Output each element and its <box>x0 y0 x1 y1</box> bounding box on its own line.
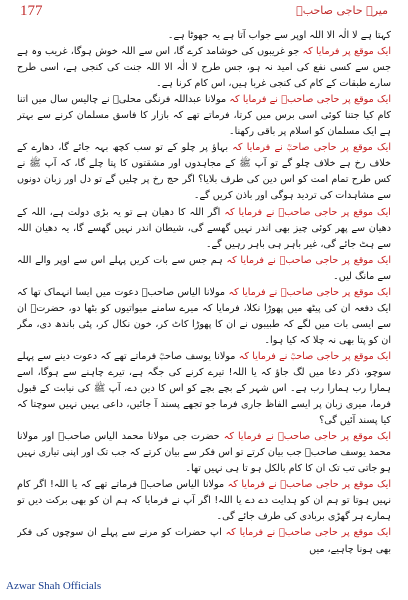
paragraph-lead: ایک موقع پر حاجی صاحبؒ نے فرمایا کہ <box>226 254 391 266</box>
paragraph-lead: ایک موقع پر فرمایا کہ <box>302 46 391 58</box>
page-header <box>0 0 408 24</box>
paragraph <box>17 92 391 140</box>
paragraph-text: مولانا یوسف صاحبؒ فرماتے تھے کہ دعوت دینے سے پہلے سوچو، ذکر دعا میں لگ جاؤ کہ یا اللہ! تیرے کرنے کی جگہ ہے، تیرے چاہنے سے ہوگا، اسے ہمارا رب ہمارا رب ہے۔ اس شہر کے بچے بچے کو اس کا دین دے، آپ ﷺ کی نیابت کے قبول فرما، میری زبان پر ایسے الفاظ جاری فرما جو تجھے پسند آ جائیں، داعی یہیں نہیں سوچتا کہ کیا پسند آئیں گی؟ <box>17 350 391 427</box>
paragraph <box>17 140 391 204</box>
paragraph-lead: ایک موقع پر حاجی صاحبؒ نے فرمایا کہ <box>228 286 391 298</box>
running-head: میرے حاجی صاحبؒ <box>296 4 388 17</box>
paragraph-text: مولانا الیاس صاحبؒ فرماتے تھے کہ یا اللہ! اگر کام نہیں ہوتا تو ہم ان کو ہدایت دے دے یا اللہ! اگر آپ نے فرمایا کہ ہم ان کو بھی برکت دیں تو ہمارے ہر گھڑی بربادی کی طرف جائے گی۔ <box>17 479 391 523</box>
paragraph-lead: ایک موقع پر حاجی صاحبؒ نے فرمایا کہ <box>229 94 391 106</box>
page-number: 177 <box>20 3 43 19</box>
paragraph-text: جو غریبوں کی خوشامد کرے گا، اس سے اللہ خوش ہوگا، غریب وہ ہے جس سے کسی نفع کی امید نہ ہو، جس طرح لا الٰہ الا اللہ جنت کی کنجی ہے، اسی طرح سارے طبقات کے کام کی کنجی غربا ہیں، اس کام کرنا ہے۔ <box>17 46 391 90</box>
paragraph <box>17 44 391 92</box>
paragraph-text: اگر اللہ کا دھیان ہے تو یہ بڑی دولت ہے، اللہ کے دھیان سے پھر کوئی چیز بھی اندر نہیں گھسے گی، شیطان اندر نہیں گھسے گا، یہ دھیان اللہ سے ہٹ جائے گی، غیر باہر ہی باہر رہیں گے۔ <box>17 206 391 250</box>
paragraph-lead: ایک موقع پر حاجی صاحبؒ نے فرمایا کہ <box>223 431 391 443</box>
paragraph-text: بہاؤ پر چلو کے تو سب کچھ بہہ جائے گا، دھارے کے خلاف رخ ہے خلاف چلو گے تو آپ ﷺ کے مجاہدوں اور مشقتوں کا پتا چلے گا، کہ آپ ﷺ نے کس طرح تمام امت کو اس دین کی طرف بلایا؟ اگر حج رخ پر چلیں گے تو دل اور زبان دونوں سے مشاہدات کی تردید ہوگی اور باذن کریں گے۔ <box>17 142 391 202</box>
paragraph-lead: ایک موقع پر حاجی صاحبؒ نے فرمایا کہ <box>225 527 391 539</box>
paragraph-lead: ایک موقع پر حاجی صاحبؒ نے فرمایا کہ <box>227 479 391 491</box>
paragraph-text: ہم جس سے بات کریں پہلے اس سے اوپر والے اللہ سے مانگ لیں۔ <box>17 254 391 282</box>
paragraph-text: اپ حضرات کو مرنے سے پہلے ان سوچوں کی فکر بھی ہونا چاہیے، میں <box>17 527 391 555</box>
paragraph <box>17 429 391 477</box>
paragraph-text: کہتا ہے لا الٰہ الا اللہ اوپر سے جواب آتا ہے یہ جھوٹا ہے۔ <box>167 30 391 41</box>
paragraph <box>17 253 391 285</box>
paragraph-text: حضرت جی مولانا محمد الیاس صاحبؒ اور مولانا محمد یوسف صاحبؒ جب بیان کرتے تو اس فکر سے بیان کرتے کہ جب تک اور اپنی تیاری نہیں ہو جاتی تب تک ان کا کام بالکل ہو تا ہی نہیں تھا۔ <box>17 431 391 475</box>
paragraph-text: مولانا الیاس صاحبؒ دعوت میں ایسا انہماک تھا کہ ایک دفعہ ان کی پیٹھ میں پھوڑا نکلا، فرمایا کہ میرے سامنے میواتیوں کو بٹھا دو، حضرتؒ ان سے ایسی بات میں لگے کہ طبیبوں نے ان کا پھوڑا کاٹ کر، خون نکال کر، پٹی باندھ دی، مگر ان کو پتا بھی نہ چلا کہ کیا ہوا۔ <box>17 286 391 346</box>
paragraph <box>17 285 391 349</box>
paragraph <box>17 205 391 253</box>
body-text <box>17 28 391 574</box>
paragraph-lead: ایک موقع پر حاجی صاحبؒ نے فرمایا کہ <box>238 350 391 362</box>
paragraph <box>17 349 391 429</box>
paragraph <box>17 28 391 44</box>
paragraph-text: مولانا عبداللہ فرنگی محلیؒ نے چالیس سال میں اتنا کام کیا جتنا کوئی اسی برس میں کرتا، فرماتے تھے کہ بازار کا فاسق مسلمان کرنے سے بہتر ہے ایک مسلمان کو اسلام پر باقی رکھنا۔ <box>17 94 391 138</box>
paragraph-lead: ایک موقع پر حاجی صاحبؒ نے فرمایا کہ <box>224 206 391 218</box>
paragraph <box>17 477 391 525</box>
paragraph-lead: ایک موقع پر حاجی صاحبؒ نے فرمایا کہ <box>232 142 391 154</box>
paragraph <box>17 525 391 557</box>
footer-credit: Azwar Shah Officials <box>6 580 102 592</box>
